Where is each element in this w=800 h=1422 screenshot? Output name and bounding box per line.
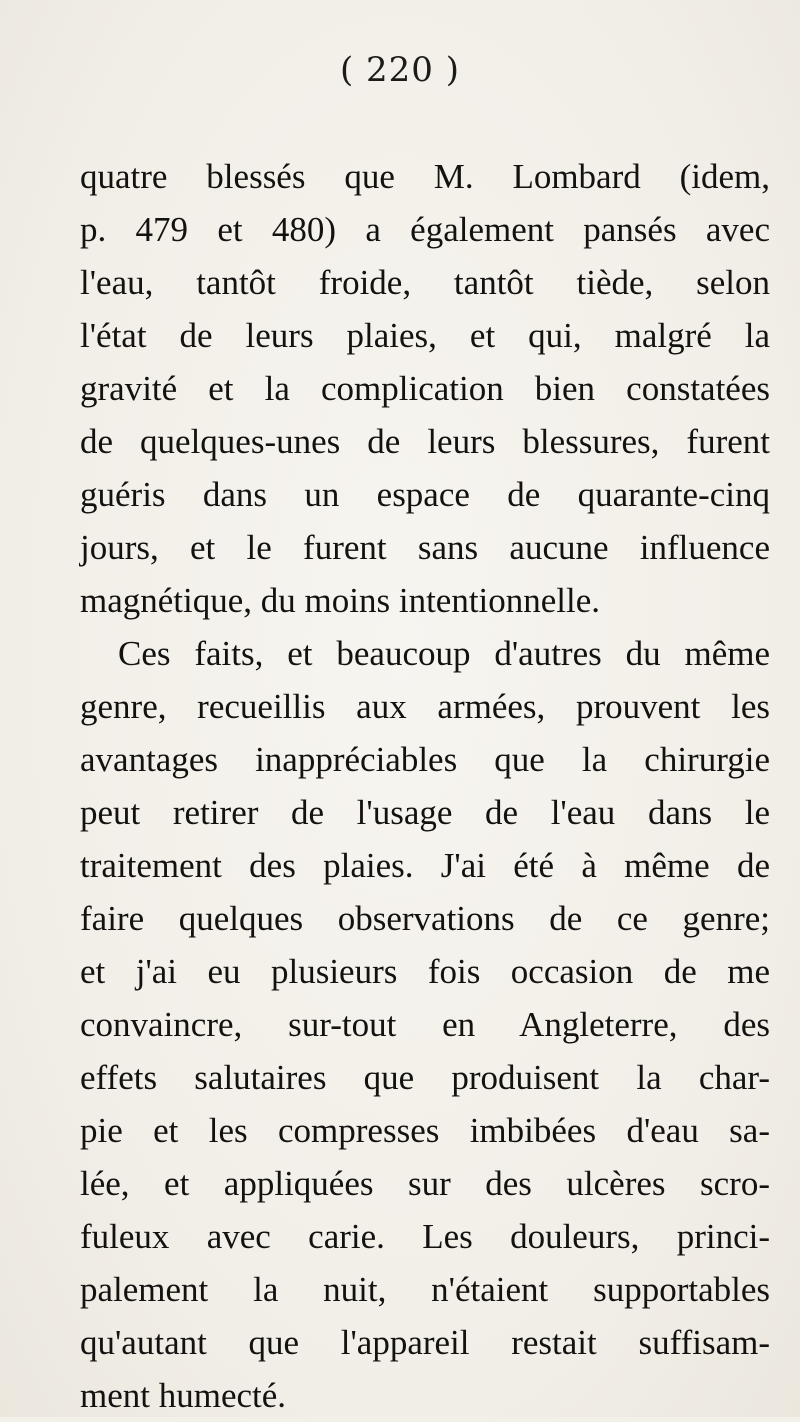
text-line: Ces faits, et beaucoup d'autres du même (118, 634, 770, 673)
text-line: magnétique, du moins intentionnelle. (80, 581, 601, 620)
text-line: ment humecté. (80, 1376, 287, 1415)
text-line: faire quelques observations de ce genre; (80, 899, 770, 938)
body-text (80, 150, 770, 1422)
text-line: traitement des plaies. J'ai été à même de (80, 846, 770, 885)
text-line: guéris dans un espace de quarante-cinq (80, 475, 770, 514)
text-line: fuleux avec carie. Les douleurs, princi- (80, 1217, 770, 1256)
text-line: pie et les compresses imbibées d'eau sa- (80, 1111, 770, 1150)
text-line: l'état de leurs plaies, et qui, malgré la (80, 316, 770, 355)
text-line: effets salutaires que produisent la char- (80, 1058, 770, 1097)
text-line: quatre blessés que M. Lombard (idem, (80, 157, 770, 196)
text-line: avantages inappréciables que la chirurgie (80, 740, 770, 779)
text-line: et j'ai eu plusieurs fois occasion de me (80, 952, 770, 991)
text-line: palement la nuit, n'étaient supportables (80, 1270, 770, 1309)
text-line: genre, recueillis aux armées, prouvent les (80, 687, 770, 726)
text-line: lée, et appliquées sur des ulcères scro- (80, 1164, 770, 1203)
page-number: ( 220 ) (339, 50, 461, 90)
text-line: peut retirer de l'usage de l'eau dans le (80, 793, 770, 832)
text-line: p. 479 et 480) a également pansés avec (80, 210, 770, 249)
text-line: gravité et la complication bien constatées (80, 369, 770, 408)
text-line: convaincre, sur-tout en Angleterre, des (80, 1005, 770, 1044)
text-line: qu'autant que l'appareil restait suffisam- (80, 1323, 770, 1362)
text-line: l'eau, tantôt froide, tantôt tiède, selon (80, 263, 770, 302)
text-line: de quelques-unes de leurs blessures, furent (80, 422, 770, 461)
text-line: jours, et le furent sans aucune influence (80, 528, 770, 567)
